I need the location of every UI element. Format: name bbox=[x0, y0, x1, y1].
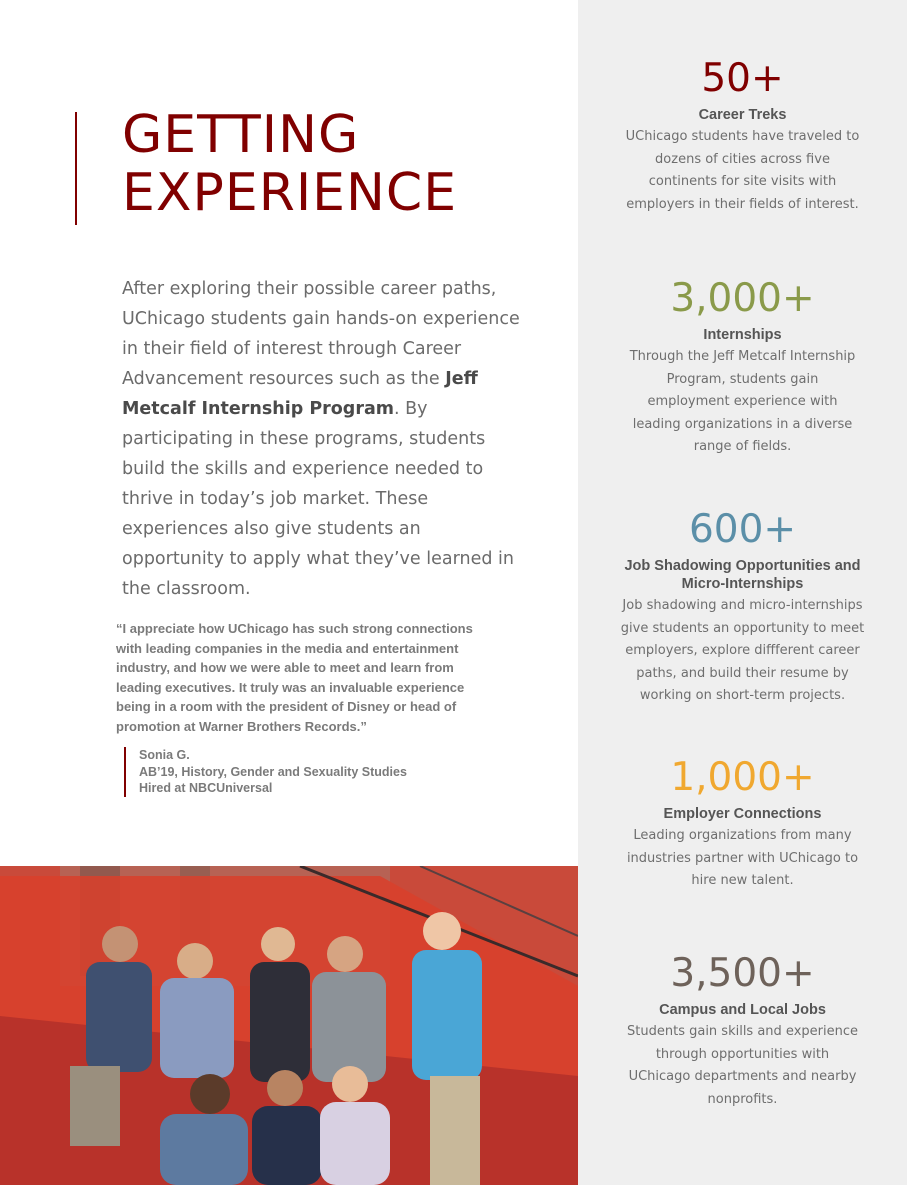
stat-label: Career Treks bbox=[698, 107, 787, 123]
stat-number: 3,000+ bbox=[670, 276, 815, 321]
quote-attribution bbox=[124, 747, 407, 797]
stat-description: Leading organizations from many industries partner with UChicago to hire new talent. bbox=[626, 828, 859, 889]
title-line-1: GETTING bbox=[122, 105, 360, 165]
stat-label: Employer Connections bbox=[663, 806, 822, 822]
student-group-photo bbox=[0, 866, 578, 1185]
student-quote: “I appreciate how UChicago has such strong connections with leading companies in the media and entertainment industry, and how we were able to meet and learn from leading executives. It truly was an invaluable experience being in a room with the president of Disney or head of promotion at Warner Brothers Records.” bbox=[116, 621, 473, 734]
stat-number: 3,500+ bbox=[670, 951, 815, 996]
stat-description: UChicago students have traveled to dozens of cities across five continents for site visits with employers in their fields of interest. bbox=[625, 129, 860, 212]
quote-degree: AB’19, History, Gender and Sexuality Studies bbox=[139, 764, 407, 779]
stat-label: Internships bbox=[703, 327, 782, 343]
title-accent-bar bbox=[75, 112, 77, 225]
stat-career-treks bbox=[578, 56, 907, 216]
stat-number: 600+ bbox=[688, 507, 797, 552]
stat-employer-connections bbox=[578, 755, 907, 893]
stat-number: 1,000+ bbox=[670, 755, 815, 800]
stat-internships bbox=[578, 276, 907, 459]
stat-description: Through the Jeff Metcalf Internship Program, students gain employment experience with leading organizations in a diverse range of fields. bbox=[629, 349, 856, 455]
intro-text-2: . By participating in these programs, students build the skills and experience needed to thrive in today’s job market. These experiences also give students an opportunity to apply what they’ve learned in the classroom. bbox=[122, 399, 514, 599]
intro-paragraph bbox=[122, 274, 522, 604]
stat-description: Job shadowing and micro-internships give students an opportunity to meet employers, explore diffferent career paths, and build their resume by working on short-term projects. bbox=[620, 598, 865, 704]
quote-name: Sonia G. bbox=[139, 748, 190, 762]
photo-illustration bbox=[0, 866, 578, 1185]
stat-label: Job Shadowing Opportunities and Micro-Internships bbox=[624, 558, 861, 592]
stat-label: Campus and Local Jobs bbox=[659, 1002, 826, 1018]
intro-text-1: After exploring their possible career paths, UChicago students gain hands-on experience in their field of interest through Career Advancement resources such as the bbox=[122, 279, 520, 389]
stat-job-shadowing bbox=[578, 507, 907, 708]
title-line-2: EXPERIENCE bbox=[122, 163, 458, 223]
stat-number: 50+ bbox=[701, 56, 784, 101]
stat-description: Students gain skills and experience through opportunities with UChicago departments and nearby nonprofits. bbox=[627, 1024, 858, 1107]
quote-job: Hired at NBCUniversal bbox=[139, 781, 273, 795]
page-title bbox=[122, 106, 457, 222]
stat-campus-jobs bbox=[578, 951, 907, 1111]
intro-bold-program: Jeff Metcalf Internship Program bbox=[122, 369, 478, 419]
